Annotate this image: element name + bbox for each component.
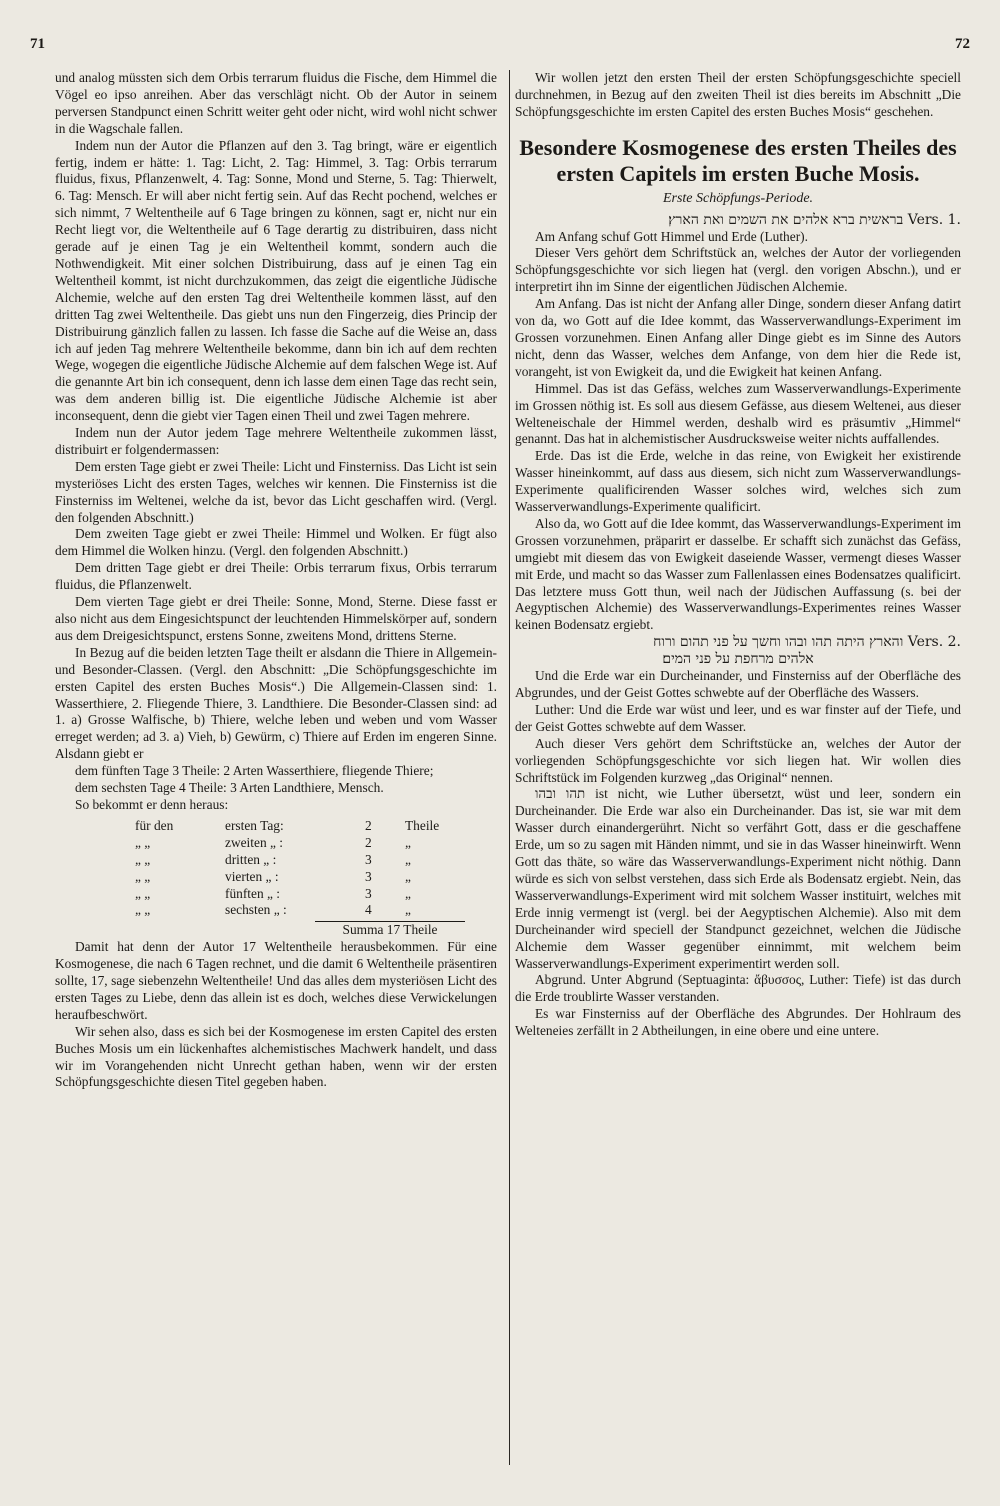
tally-row: „ „ zweiten „ : 2 „ <box>135 834 411 850</box>
paragraph: Dem zweiten Tage giebt er zwei Theile: Himmel und Wolken. Er fügt also dem Himmel die Wolken hinzu. (Vergl. den folgenden Abschnitt.) <box>55 526 497 559</box>
paragraph: Am Anfang. Das ist nicht der Anfang aller Dinge, sondern dieser Anfang datirt von da, wo Gott auf die Idee kommt, das Wasserverwandlungs-Experiment im Grossen vorzunehmen. Einen Anfang aller Dinge giebt es im Sinne des Autors nicht, denn das Wasser, welches dem Anfange, von dem hier die Rede ist, vorangeht, ist von Ewigkeit da, und die Ewigkeit hat keinen Anfang. <box>515 296 961 379</box>
paragraph: dem fünften Tage 3 Theile: 2 Arten Wasserthiere, fliegende Thiere; <box>75 763 434 779</box>
tally-row: für den ersten Tag: 2 Theile <box>135 817 440 833</box>
paragraph: Erde. Das ist die Erde, welche in das reine, von Ewigkeit her existirende Wasser hineinkommt, auf dass aus diesem, sich nicht zum Wasserverwandlungs-Experimente qualificirenden Wasser solches wird, welches sich zum Wasserverwandlungs-Experimente qualificirt. <box>515 448 961 515</box>
left-column <box>55 70 497 1480</box>
paragraph: und analog müssten sich dem Orbis terrarum fluidus die Fische, dem Himmel die Vögel eo ipso anreihen. Aber das verschlägt nicht. Ob der Autor in seinem perversen Standpunct einen Schritt weiter geht oder nicht, wird wohl nicht schwer in die Wagschale fallen. <box>55 70 497 136</box>
paragraph: dem sechsten Tage 4 Theile: 3 Arten Landthiere, Mensch. <box>75 780 384 796</box>
page-number-right: 72 <box>955 36 970 52</box>
paragraph: Abgrund. Unter Abgrund (Septuaginta: ἄβυσσος, Luther: Tiefe) ist das durch die Erde troublirte Wasser verstanden. <box>515 972 961 1005</box>
paragraph: So bekommt er denn heraus: <box>75 796 229 812</box>
paragraph: Wir sehen also, dass es sich bei der Kosmogenese im ersten Capitel des ersten Buches Mosis um ein lückenhaftes alchemistisches Machwerk handelt, und dass wir im Vorangehenden nicht Unrecht gethan haben, wenn wir der ersten Schöpfungsgeschichte diesen Titel gegeben haben. <box>55 1023 497 1090</box>
tally-sum: Summa 17 Theile <box>315 921 465 939</box>
page-number-left: 71 <box>30 36 45 52</box>
tally-row: „ „ dritten „ : 3 „ <box>135 851 411 867</box>
paragraph: Himmel. Das ist das Gefäss, welches zum Wasserverwandlungs-Experimente im Grossen nöthig ist. Es soll aus diesem Gefässe, aus diesem Weltenei, aus dieser Welteneischale der Himmel werden, deshalb wird es präsumtiv „Himmel“ genannt. Das hat in alchemistischer Ausdrucksweise weiter nichts auffallendes. <box>515 380 961 447</box>
paragraph: Dem ersten Tage giebt er zwei Theile: Licht und Finsterniss. Das Licht ist sein mysteriöses Licht des ersten Tages, welches wir kennen. Die Finsterniss ist die Finsterniss im Weltenei, welche da ist, bevor das Licht geschaffen wird. (Vergl. den folgenden Abschnitt.) <box>55 458 497 525</box>
verse-1-hebrew: בראשית ברא אלהים את השמים ואת הארץ׃ Vers. 1. <box>668 211 961 228</box>
verse-2-hebrew-line1: והארץ היתה תהו ובהו וחשך על פני תהום ורוח Vers. 2. <box>653 634 961 651</box>
paragraph: Indem nun der Autor jedem Tage mehrere Weltentheile zukommen lässt, distribuirt er folgendermassen: <box>55 425 497 457</box>
paragraph: Am Anfang schuf Gott Himmel und Erde (Luther). <box>535 228 808 244</box>
tally-row: „ „ fünften „ : 3 „ <box>135 885 411 901</box>
paragraph: תהו ובהו ist nicht, wie Luther übersetzt, wüst und leer, sondern ein Durcheinander. Die Erde war also ein Durcheinander. Das ist, sie war mit dem Wasser durch einandergerührt. Nicht so verfährt Gott, dass er die geschaffene Erde, um so zu sagen mit Händen nimmt, und sie in das Wasser hineinwirft. Wenn Gott das thäte, so wäre das Wasserverwandlungs-Experiment nicht nöthig. Dann würde es sich von selbst verstehen, dass sich Erde als Bodensatz ergiebt. Nein, das Wasserverwandlungs-Experiment wird mit solchem Wasser instituirt, welches mit Erde innig vermengt ist (vergl. bei der Aegyptischen Alchemie). Also mit dem Durcheinander wird speciell der Standpunct gezeichnet, welchen die Jüdische Alchemie dem Wasser gegenüber einnimmt, mit welchem beim Wasserverwandlungs-Experiment experimentirt werden soll. <box>515 786 961 971</box>
tally-row: „ „ vierten „ : 3 „ <box>135 868 411 884</box>
section-subheading: Erste Schöpfungs-Periode. <box>662 190 814 206</box>
paragraph: Es war Finsterniss auf der Oberfläche des Abgrundes. Der Hohlraum des Welteneies zerfällt in 2 Abtheilungen, in eine obere und eine untere. <box>515 1006 961 1039</box>
paragraph: Also da, wo Gott auf die Idee kommt, das Wasserverwandlungs-Experiment im Grossen vorzunehmen, präparirt er dasselbe. Er schafft sich zunächst das Gefäss, umgiebt mit diesem das von Ewigkeit daseiende Wasser, vermengt dieses Wasser mit Erde, und macht so das Wasser zum Fallenlassen eines Bodensatzes qualificirt. Das letztere muss Gott thun, weil nach der Jüdischen Auffassung (s. bei der Aegyptischen Alchemie) des Wasserverwandlungs-Experimentes reines Wasser keinen Bodensatz ergiebt. <box>515 515 961 633</box>
column-divider <box>509 70 510 1465</box>
right-column <box>515 70 961 1480</box>
tally-row: „ „ sechsten „ : 4 „ <box>135 902 411 918</box>
tally-sum-wrap <box>255 921 497 939</box>
paragraph: Auch dieser Vers gehört dem Schriftstücke an, welches der Autor der vorliegenden Schöpfungsgeschichte vor sich liegen hat. Wir wollen dies Schriftstück im Folgenden kurzweg „das Original“ nennen. <box>515 735 961 785</box>
paragraph: Dem dritten Tage giebt er drei Theile: Orbis terrarum fixus, Orbis terrarum fluidus, die Pflanzenwelt. <box>55 560 497 593</box>
verse-2-hebrew-line2: אלהים מרחפת על פני המים׃ <box>662 651 814 668</box>
paragraph: Damit hat denn der Autor 17 Weltentheile herausbekommen. Für eine Kosmogenese, die nach 6 Tagen rechnet, und die damit 6 Weltentheile präsentiren sollte, 17, sage siebenzehn Weltentheile! Und das alles dem mysteriösen Licht des ersten Tages zu Liebe, denn das allein ist es doch, welches diese Verwickelungen heraufbeschwört. <box>55 939 497 1022</box>
paragraph: Dem vierten Tage giebt er drei Theile: Sonne, Mond, Sterne. Diese fasst er also nicht aus dem Eingesichtspunct der leuchtenden Himmelskörper auf, sondern aus dem Dreigesichtspunct, erstens Sonne, zweitens Mond, drittens Sterne. <box>55 594 497 643</box>
paragraph: In Bezug auf die beiden letzten Tage theilt er alsdann die Thiere in Allgemein- und Besonder-Classen. (Vergl. den Abschnitt: „Die Schöpfungsgeschichte im ersten Capitel des ersten Buches Mosis“.) Die Allgemein-Classen sind: 1. Wasserthiere, 2. Fliegende Thiere, 3. Landthiere. Die Besonder-Classen sind: ad 1. a) Grosse Walfische, b) Thiere, welche leben und weben und vom Wasser erreget werden; ad 3. a) Vieh, b) Gewürm, c) Thiere auf Erden im engeren Sinne. Alsdann giebt er <box>55 644 497 762</box>
paragraph: Indem nun der Autor die Pflanzen auf den 3. Tag bringt, wäre er eigentlich fertig, indem er hätte: 1. Tag: Licht, 2. Tag: Himmel, 3. Tag: Orbis terrarum fluidus, fixus, Pflanzenwelt, 4. Tag: Sonne, Mond und Sterne, 5. Tag: Thierwelt, 6. Tag: Mensch. Er will aber nicht fertig sein. Auf das Recht pochend, welches er sich nimmt, 7 Weltentheile auf 6 Tage bringen zu können, sagt er, nicht nur ein Recht liegt vor, die Weltentheile auf 6 Tage derartig zu distribuiren, dass nicht gerade auf je einen Tag je ein Weltentheil kommt, sondern auch die Nothwendigkeit. Mit einer solchen Distribuirung, dass auf je einen Tag ein Weltentheil kommt, ist nicht durchzukommen, das zeigt die eigentliche Jüdische Alchemie, welche auf den ersten Tag drei Weltentheile kommen lässt, auf den dritten Tag zwei Weltentheile. Das giebt uns nun den Fingerzeig, dies Princip der Distribuirung gänzlich fallen zu lassen. Ich fasse die Sache auf die Weise an, dass ich auf jeden Tag mehrere Weltentheile bekomme, dann bin ich auf dem rechten Wege, wogegen die eigentliche Jüdische Alchemie auf dem falschen Wege ist. Auf die genannte Art bin ich consequent, denn ich lasse dem einen Tage das recht sein, was dem anderen billig ist. Die eigentliche Jüdische Alchemie ist aber inconsequent, denn die giebt vier Tagen einen Theil und zwei Tagen mehrere. <box>55 137 497 424</box>
paragraph: Wir wollen jetzt den ersten Theil der ersten Schöpfungsgeschichte speciell durchnehmen, in Bezug auf den zweiten Theil ist dies bereits im Abschnitt „Die Schöpfungsgeschichte im ersten Capitel des ersten Buches Mosis“ geschehen. <box>515 70 961 119</box>
section-heading: Besondere Kosmogenese des ersten Theiles des ersten Capitels im ersten Buche Mosis. <box>519 134 957 186</box>
paragraph: Luther: Und die Erde war wüst und leer, und es war finster auf der Tiefe, und der Geist Gottes schwebte auf dem Wasser. <box>515 701 961 734</box>
paragraph: Und die Erde war ein Durcheinander, und Finsterniss auf der Oberfläche des Abgrundes, und der Geist Gottes schwebte auf der Oberfläche des Wassers. <box>515 668 961 700</box>
tally-table <box>55 818 497 939</box>
paragraph: Dieser Vers gehört dem Schriftstück an, welches der Autor der vorliegenden Schöpfungsgeschichte vor sich liegen hat (vergl. den vorigen Abschn.), und er interpretirt ihn im Sinne der eigentlichen Jüdischen Alchemie. <box>515 245 961 295</box>
